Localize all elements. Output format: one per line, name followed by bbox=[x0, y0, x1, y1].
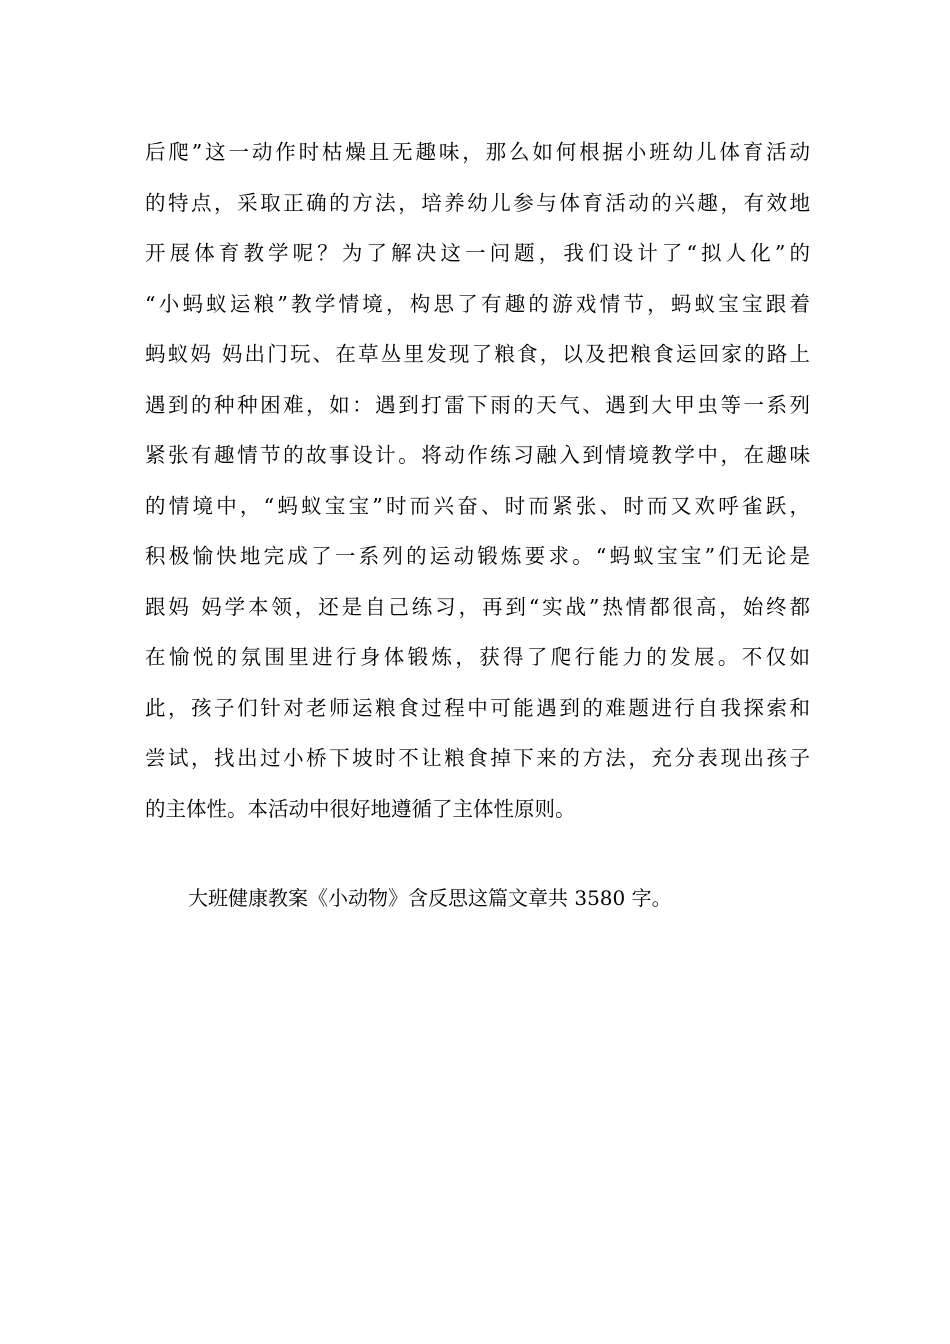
paragraph-line: 的特点，采取正确的方法，培养幼儿参与体育活动的兴趣，有效地 bbox=[145, 190, 810, 215]
paragraph-line: “小蚂蚁运粮”教学情境，构思了有趣的游戏情节，蚂蚁宝宝跟着 bbox=[145, 291, 810, 316]
paragraph-line: 后爬”这一动作时枯燥且无趣味，那么如何根据小班幼儿体育活动 bbox=[145, 140, 810, 164]
paragraph-line: 的情境中，“蚂蚁宝宝”时而兴奋、时而紧张、时而又欢呼雀跃， bbox=[145, 493, 810, 518]
paragraph-line: 紧张有趣情节的故事设计。将动作练习融入到情境教学中，在趣味 bbox=[145, 443, 810, 467]
paragraph-line: 此，孩子们针对老师运粮食过程中可能遇到的难题进行自我探索和 bbox=[145, 695, 810, 720]
paragraph-line: 在愉悦的氛围里进行身体锻炼，获得了爬行能力的发展。不仅如 bbox=[145, 645, 810, 669]
paragraph-line: 跟妈 妈学本领，还是自己练习，再到“实战”热情都很高，始终都 bbox=[145, 594, 810, 619]
paragraph-line: 尝试，找出过小桥下坡时不让粮食掉下来的方法，充分表现出孩子 bbox=[145, 746, 810, 770]
paragraph-line: 积极愉快地完成了一系列的运动锻炼要求。“蚂蚁宝宝”们无论是 bbox=[145, 544, 810, 568]
paragraph-line: 开展体育教学呢？为了解决这一问题，我们设计了“拟人化”的 bbox=[145, 241, 810, 265]
paragraph-line: 遇到的种种困难，如：遇到打雷下雨的天气、遇到大甲虫等一系列 bbox=[145, 392, 810, 417]
article-summary: 大班健康教案《小动物》含反思这篇文章共 3580 字。 bbox=[188, 886, 672, 910]
paragraph-line: 蚂蚁妈 妈出门玩、在草丛里发现了粮食，以及把粮食运回家的路上 bbox=[145, 342, 810, 366]
paragraph-line: 的主体性。本活动中很好地遵循了主体性原则。 bbox=[145, 796, 576, 821]
body-paragraph bbox=[145, 130, 810, 837]
